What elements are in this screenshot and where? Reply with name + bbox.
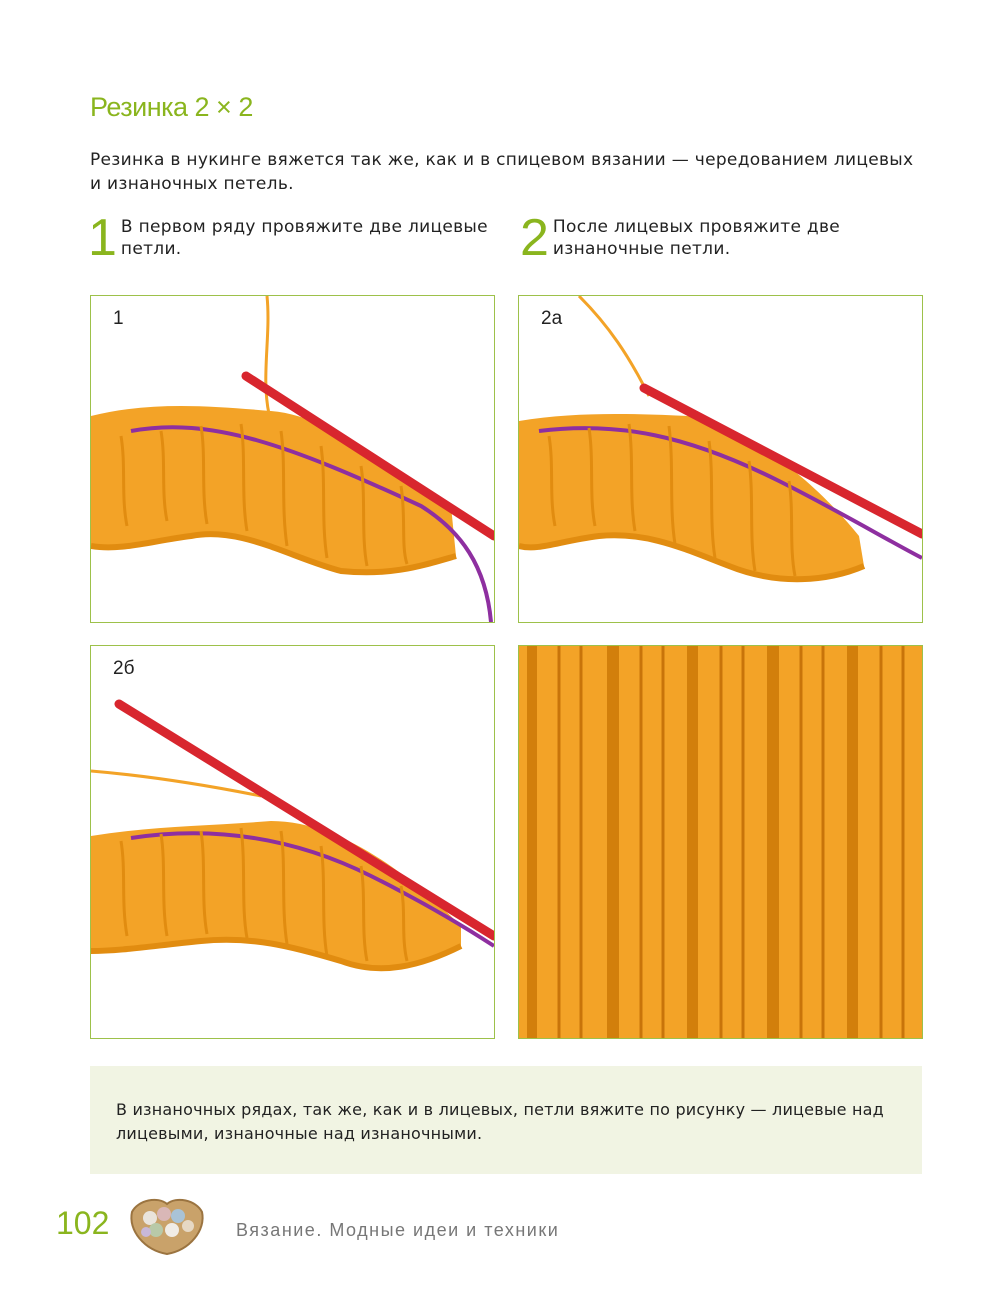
step-1 [88, 209, 498, 267]
page-title: Резинка 2 × 2 [90, 92, 253, 122]
note-text: В изнаночных рядах, так же, как и в лицевых, петли вяжите по рисунку — лицевые над лицевыми, изнаночные над изнаночными. [116, 1100, 884, 1143]
photo-step-1 [90, 295, 495, 623]
running-title: Вязание. Модные идеи и техники [236, 1220, 560, 1240]
yarn-basket-icon [128, 1194, 206, 1256]
knitting-photo-illustration [91, 296, 494, 622]
step-text: В первом ряду провяжите две лицевые петли. [120, 217, 488, 259]
ribbing-texture [519, 646, 922, 1038]
knitting-photo-illustration [519, 296, 922, 622]
photo-label: 1 [113, 308, 124, 329]
photo-step-2a [518, 295, 923, 623]
knitting-photo-illustration [91, 646, 494, 1038]
page-number: 102 [56, 1205, 110, 1241]
photo-step-2b [90, 645, 495, 1039]
step-number: 1 [88, 209, 117, 267]
intro-paragraph: Резинка в нукинге вяжется так же, как и в спицевом вязании — чередованием лицевых и изнаночных петель. [90, 150, 914, 194]
note-box [90, 1066, 922, 1174]
photo-label: 2б [113, 658, 135, 679]
step-number: 2 [520, 209, 549, 267]
photo-label: 2а [541, 308, 563, 329]
photo-ribbing-detail [518, 645, 923, 1039]
step-text: После лицевых провяжите две изнаночные петли. [552, 217, 841, 259]
step-2 [520, 209, 920, 267]
